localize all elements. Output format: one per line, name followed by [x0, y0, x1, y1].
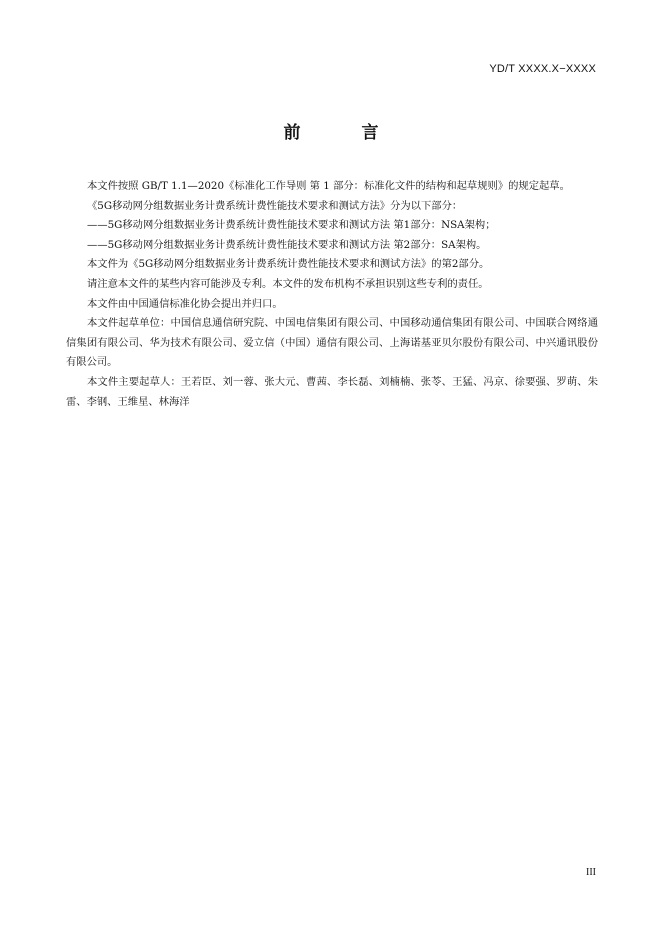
- paragraph-drafting-rules: 本文件按照 GB/T 1.1—2020《标准化工作导则 第 1 部分：标准化文件的结构和起草规则》的规定起草。: [87, 180, 570, 192]
- list-item-part-1: ——5G移动网分组数据业务计费系统计费性能技术要求和测试方法 第1部分：NSA架构；: [87, 219, 496, 232]
- paragraph-proposer: 本文件由中国通信标准化协会提出并归口。: [87, 297, 283, 310]
- standard-code: YD/T XXXX.X−XXXX: [489, 63, 596, 75]
- paragraph-parts-intro: 《5G移动网分组数据业务计费系统计费性能技术要求和测试方法》分为以下部分：: [87, 199, 463, 212]
- paragraph-drafters: 本文件主要起草人：王若臣、刘一蓉、张大元、曹茜、李长磊、刘楠楠、张苓、王猛、冯京、徐要强、罗萌、朱雷、李钢、王维星、林海洋: [66, 375, 598, 408]
- foreword-body: [66, 177, 598, 412]
- page-title: 前 言: [283, 123, 401, 143]
- page-number: III: [586, 867, 596, 878]
- list-item-part-2: ——5G移动网分组数据业务计费系统计费性能技术要求和测试方法 第2部分：SA架构。: [87, 238, 487, 251]
- paragraph-this-part: 本文件为《5G移动网分组数据业务计费系统计费性能技术要求和测试方法》的第2部分。: [87, 258, 490, 271]
- paragraph-drafting-units: 本文件起草单位：中国信息通信研究院、中国电信集团有限公司、中国移动通信集团有限公司、中国联合网络通信集团有限公司、华为技术有限公司、爱立信（中国）通信有限公司、上海诺基亚贝尔股份有限公司、中兴通讯股份有限公司。: [66, 317, 598, 369]
- paragraph-patent-notice: 请注意本文件的某些内容可能涉及专利。本文件的发布机构不承担识别这些专利的责任。: [87, 277, 489, 290]
